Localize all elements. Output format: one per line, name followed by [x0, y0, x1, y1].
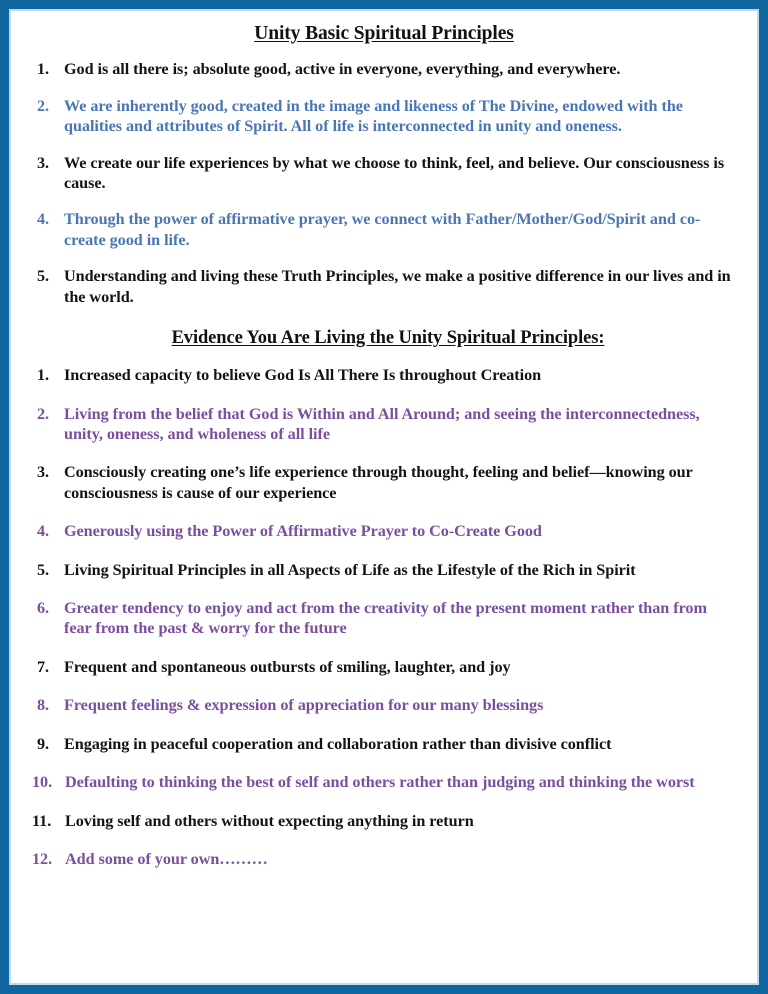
list-item-number: 4.: [37, 522, 50, 541]
list-item-text: Generously using the Power of Affirmative Prayer to Co-Create Good: [64, 522, 542, 541]
page-title: Unity Basic Spiritual Principles: [254, 23, 514, 44]
list-item-text: Engaging in peaceful cooperation and collaboration rather than divisive conflict: [64, 734, 612, 753]
list-item-number: 3.: [37, 153, 50, 172]
list-item-text: Add some of your own………: [65, 849, 268, 868]
list-item: [32, 734, 736, 754]
list-item-number: 9.: [37, 734, 50, 753]
list-item-text: Living Spiritual Principles in all Aspects of Life as the Lifestyle of the Rich in Spirit: [64, 560, 636, 579]
evidence-list: [32, 365, 736, 869]
list-item-text: Frequent and spontaneous outbursts of smiling, laughter, and joy: [64, 657, 511, 676]
section-title-evidence: Evidence You Are Living the Unity Spiritual Principles:: [171, 328, 605, 349]
list-item: [32, 153, 736, 194]
list-item: [32, 521, 736, 541]
list-item: [32, 772, 736, 792]
list-item-text: We are inherently good, created in the image and likeness of The Divine, endowed with the qualities and attributes of Spirit. All of life is interconnected in unity and oneness.: [64, 96, 683, 136]
list-item: [32, 404, 736, 445]
list-item-number: 7.: [37, 657, 50, 676]
list-item: [32, 462, 736, 503]
list-item: [32, 657, 736, 677]
list-item-number: 6.: [37, 599, 50, 618]
list-item-text: Understanding and living these Truth Principles, we make a positive difference in our lives and in the world.: [64, 267, 731, 306]
list-item-number: 8.: [37, 696, 50, 715]
list-item: [32, 96, 736, 137]
list-item: [32, 695, 736, 715]
list-item-number: 2.: [37, 404, 50, 423]
list-item-text: Frequent feelings & expression of appreciation for our many blessings: [64, 696, 544, 715]
list-item: [32, 266, 736, 307]
list-item-number: 5.: [37, 267, 50, 286]
document-content: [12, 12, 756, 982]
list-item-number: 1.: [37, 366, 50, 385]
list-item: [32, 849, 736, 869]
list-item: [32, 365, 736, 385]
list-item-number: 11.: [32, 811, 52, 830]
list-item-text: God is all there is; absolute good, active in everyone, everything, and everywhere.: [64, 60, 621, 79]
list-item-text: We create our life experiences by what we choose to think, feel, and believe. Our consciousness is cause.: [64, 153, 725, 193]
list-item-number: 4.: [37, 210, 50, 229]
list-item: [32, 59, 736, 79]
list-item-text: Through the power of affirmative prayer, we connect with Father/Mother/God/Spirit and co-create good in life.: [64, 210, 701, 249]
list-item-text: Loving self and others without expecting anything in return: [65, 811, 474, 830]
list-item-number: 2.: [37, 96, 50, 115]
list-item-text: Living from the belief that God is Within and All Around; and seeing the interconnectedness, unity, oneness, and wholeness of all life: [64, 404, 700, 444]
list-item-number: 12.: [32, 849, 53, 868]
list-item-text: Increased capacity to believe God Is All There Is throughout Creation: [64, 366, 542, 385]
list-item-number: 10.: [32, 773, 53, 792]
list-item: [32, 811, 736, 831]
list-item: [32, 209, 736, 250]
list-item-text: Defaulting to thinking the best of self and others rather than judging and thinking the worst: [65, 773, 695, 792]
list-item-text: Consciously creating one’s life experience through thought, feeling and belief—knowing our consciousness is cause of our experience: [64, 463, 693, 502]
list-item: [32, 560, 736, 580]
list-item-number: 5.: [37, 560, 50, 579]
list-item-text: Greater tendency to enjoy and act from the creativity of the present moment rather than from fear from the past & worry for the future: [64, 599, 707, 638]
list-item-number: 1.: [37, 60, 50, 79]
basic-principles-list: [32, 59, 736, 307]
list-item-number: 3.: [37, 463, 50, 482]
list-item: [32, 598, 736, 639]
